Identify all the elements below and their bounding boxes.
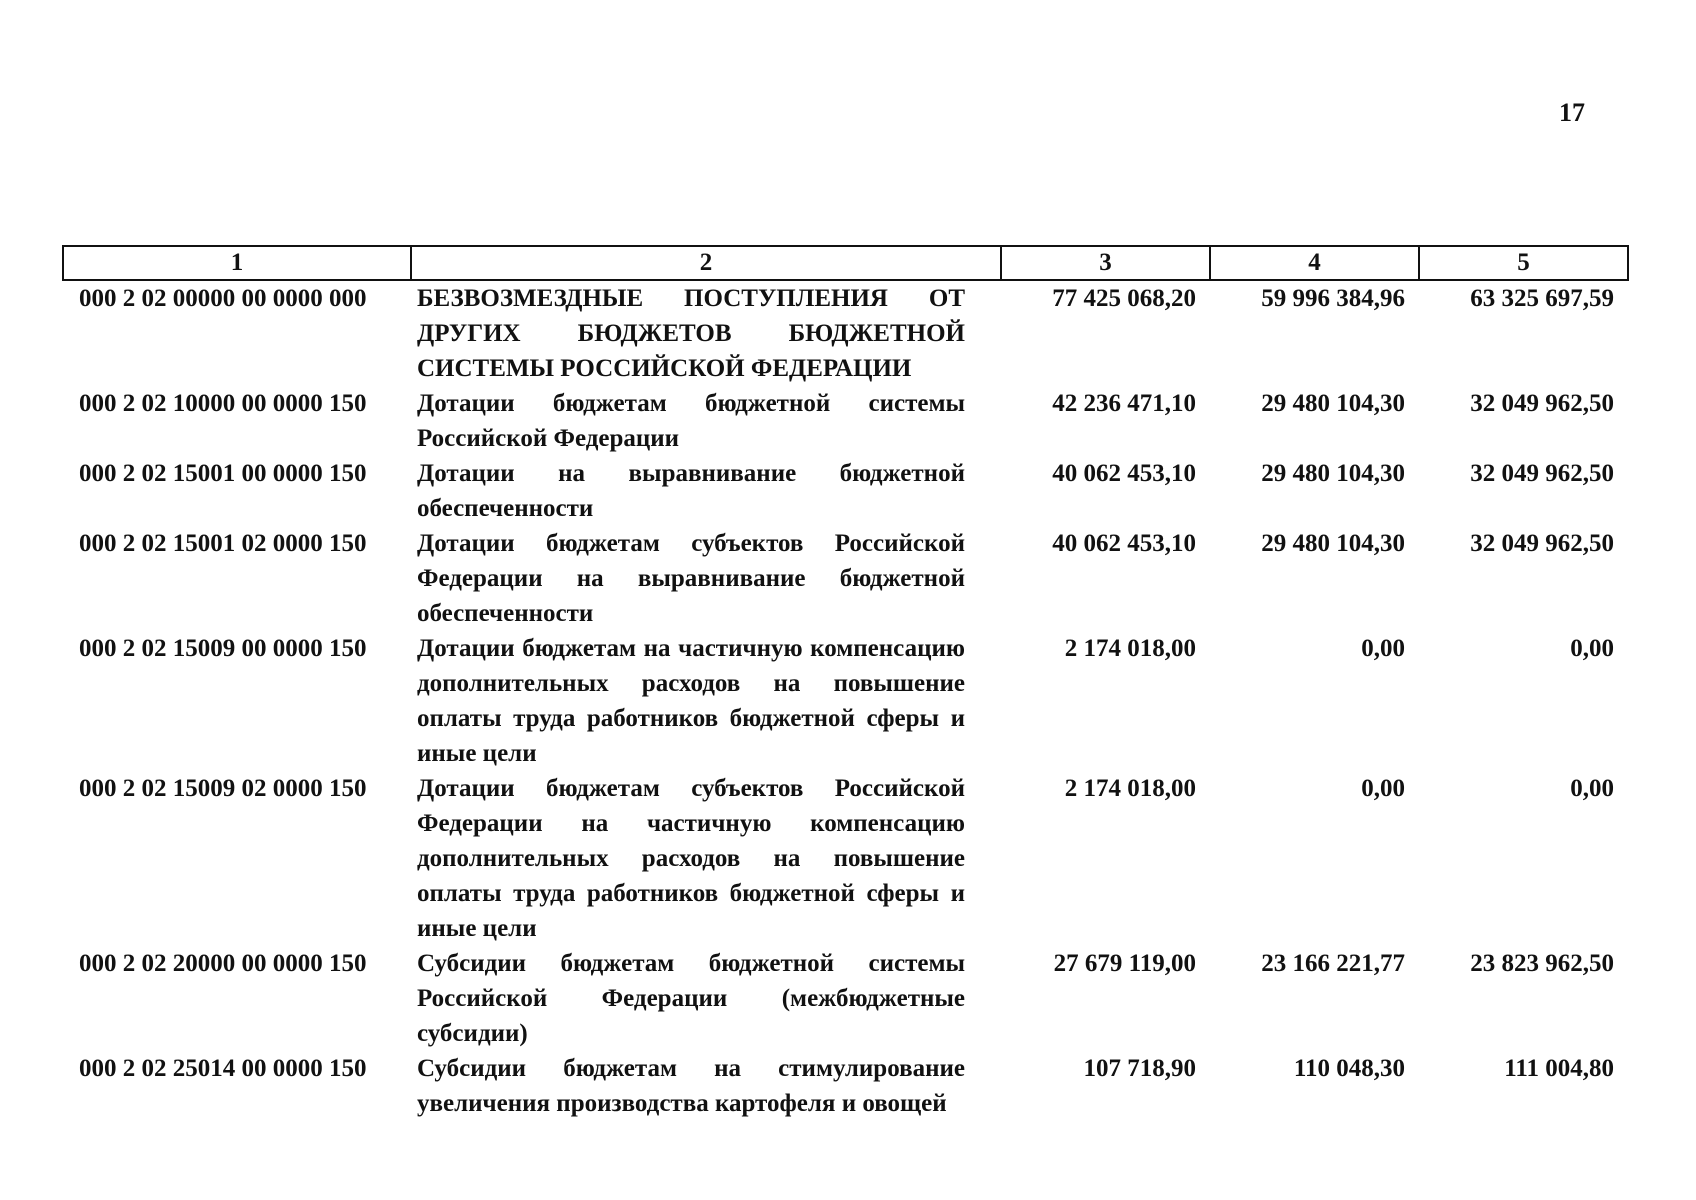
amount-col-5: 0,00 (1570, 775, 1614, 802)
budget-code: 000 2 02 15009 00 0000 150 (79, 635, 367, 662)
column-header-4: 4 (1210, 246, 1419, 280)
table-row (63, 386, 1628, 456)
amount-col-5: 32 049 962,50 (1470, 530, 1614, 557)
column-header-2: 2 (411, 246, 1001, 280)
amount-col-5: 32 049 962,50 (1470, 390, 1614, 417)
amount-col-3: 27 679 119,00 (1053, 950, 1196, 977)
budget-code: 000 2 02 00000 00 0000 000 (79, 285, 367, 312)
column-header-1: 1 (63, 246, 411, 280)
item-name: Дотации бюджетам бюджетной системы Российской Федерации (417, 390, 965, 452)
budget-code: 000 2 02 10000 00 0000 150 (79, 390, 367, 417)
table-row (63, 280, 1628, 386)
item-name: Дотации бюджетам субъектов Российской Федерации на выравнивание бюджетной обеспеченности (417, 530, 965, 627)
amount-col-4: 23 166 221,77 (1261, 950, 1405, 977)
amount-col-5: 23 823 962,50 (1470, 950, 1614, 977)
table-row (63, 1051, 1628, 1121)
amount-col-3: 2 174 018,00 (1064, 635, 1196, 662)
budget-code: 000 2 02 20000 00 0000 150 (79, 950, 367, 977)
item-name: Дотации бюджетам на частичную компенсацию дополнительных расходов на повышение оплаты труда работников бюджетной сферы и иные цели (417, 635, 965, 767)
amount-col-5: 32 049 962,50 (1470, 460, 1614, 487)
item-name: Дотации на выравнивание бюджетной обеспеченности (417, 460, 965, 522)
budget-table (62, 245, 1629, 1121)
item-name: Дотации бюджетам субъектов Российской Федерации на частичную компенсацию дополнительных расходов на повышение оплаты труда работников бюджетной сферы и иные цели (417, 775, 965, 942)
amount-col-5: 63 325 697,59 (1470, 285, 1614, 312)
item-name: Субсидии бюджетам бюджетной системы Российской Федерации (межбюджетные субсидии) (417, 950, 965, 1047)
amount-col-4: 0,00 (1361, 775, 1405, 802)
budget-code: 000 2 02 15001 00 0000 150 (79, 460, 367, 487)
amount-col-3: 40 062 453,10 (1052, 530, 1196, 557)
table-row (63, 456, 1628, 526)
amount-col-3: 107 718,90 (1083, 1055, 1196, 1082)
column-header-3: 3 (1001, 246, 1210, 280)
amount-col-3: 2 174 018,00 (1064, 775, 1196, 802)
table-header-row (63, 246, 1628, 280)
item-name: БЕЗВОЗМЕЗДНЫЕ ПОСТУПЛЕНИЯ ОТ ДРУГИХ БЮДЖЕТОВ БЮДЖЕТНОЙ СИСТЕМЫ РОССИЙСКОЙ ФЕДЕРАЦИИ (417, 285, 965, 382)
table-row (63, 946, 1628, 1051)
budget-code: 000 2 02 15001 02 0000 150 (79, 530, 367, 557)
budget-code: 000 2 02 25014 00 0000 150 (79, 1055, 367, 1082)
table-row (63, 771, 1628, 946)
amount-col-4: 59 996 384,96 (1261, 285, 1405, 312)
column-header-5: 5 (1419, 246, 1628, 280)
amount-col-5: 111 004,80 (1504, 1055, 1614, 1082)
amount-col-4: 0,00 (1361, 635, 1405, 662)
page-number: 17 (1559, 98, 1585, 127)
item-name: Субсидии бюджетам на стимулирование увеличения производства картофеля и овощей (417, 1055, 965, 1117)
amount-col-3: 40 062 453,10 (1052, 460, 1196, 487)
table-row (63, 631, 1628, 771)
amount-col-4: 29 480 104,30 (1261, 390, 1405, 417)
amount-col-4: 29 480 104,30 (1261, 530, 1405, 557)
budget-code: 000 2 02 15009 02 0000 150 (79, 775, 367, 802)
amount-col-5: 0,00 (1570, 635, 1614, 662)
amount-col-4: 29 480 104,30 (1261, 460, 1405, 487)
amount-col-4: 110 048,30 (1293, 1055, 1405, 1082)
amount-col-3: 77 425 068,20 (1052, 285, 1196, 312)
amount-col-3: 42 236 471,10 (1052, 390, 1196, 417)
table-row (63, 526, 1628, 631)
